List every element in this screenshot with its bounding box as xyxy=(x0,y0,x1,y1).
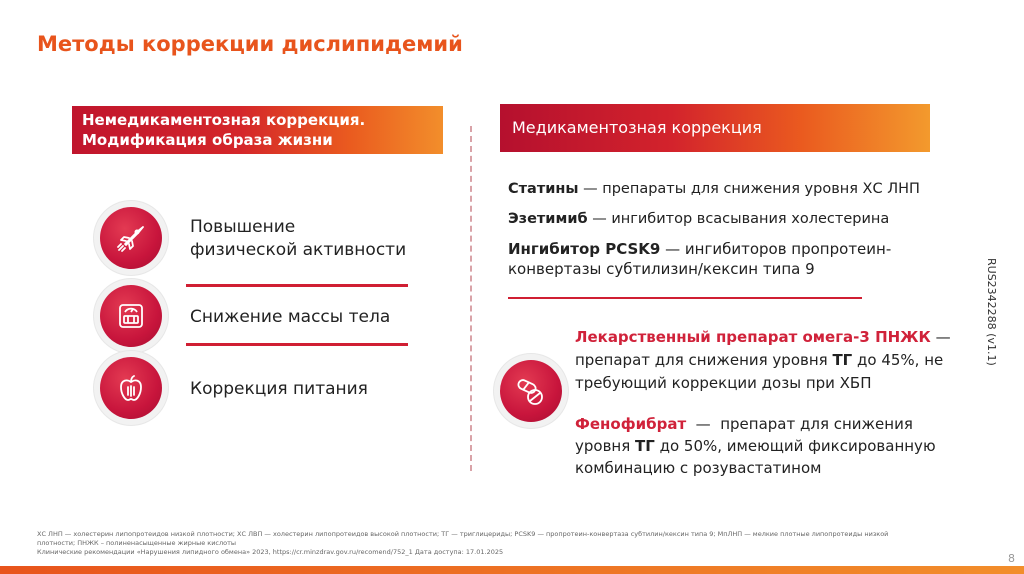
ezetimibe-item xyxy=(508,209,889,229)
separator-line xyxy=(508,297,862,299)
drug-name: Статины xyxy=(508,181,579,197)
vertical-divider xyxy=(470,126,472,471)
drug-desc: — ингибитор всасывания холестерина xyxy=(587,211,890,227)
text: комбинацию с розувастатином xyxy=(575,459,822,477)
dash: — xyxy=(930,328,951,346)
fenofibrate-name: Фенофибрат xyxy=(575,415,687,433)
drug-desc-line2: конвертазы субтилизин/кексин типа 9 xyxy=(508,260,815,278)
rocket-icon xyxy=(100,207,162,269)
omega3-name: Лекарственный препарат омега-3 ПНЖК xyxy=(575,328,931,346)
pcsk9-item xyxy=(508,239,891,279)
drug-name: Эзетимиб xyxy=(508,211,588,227)
item-line: физической активности xyxy=(190,240,407,260)
text: препарат для снижения уровня xyxy=(575,351,833,369)
footnote-line: Клинические рекомендации «Нарушения липидного обмена» 2023, https://cr.minzdrav.gov.ru/recomend/752_1 Дата доступа: 17.01.2025 xyxy=(37,548,504,556)
drug-correction-header: Медикаментозная коррекция xyxy=(500,104,930,152)
fenofibrate-item xyxy=(575,413,936,479)
statins-item xyxy=(508,179,920,199)
text: требующий коррекции дозы при ХБП xyxy=(575,374,872,392)
physical-activity-text xyxy=(190,216,406,262)
separator-line xyxy=(186,343,408,346)
text: до 50%, имеющий фиксированную xyxy=(654,437,936,455)
page-number: 8 xyxy=(1008,552,1015,565)
header-line-2: Модификация образа жизни xyxy=(82,131,333,149)
footnote-line: плотности; ПНЖК – полиненасыщенные жирные кислоты xyxy=(37,539,237,547)
header-line-1: Немедикаментозная коррекция. xyxy=(82,111,366,129)
item-line: Повышение xyxy=(190,217,296,237)
omega3-item xyxy=(575,326,951,395)
footnotes xyxy=(37,530,888,557)
separator-line xyxy=(186,284,408,287)
non-drug-correction-header xyxy=(72,106,443,154)
text: — препарат для снижения xyxy=(686,415,913,433)
drug-desc: — препараты для снижения уровня ХС ЛНП xyxy=(578,181,920,197)
page-title: Методы коррекции дислипидемий xyxy=(37,32,463,56)
text: уровня xyxy=(575,437,636,455)
apple-icon xyxy=(100,357,162,419)
pills-icon xyxy=(500,360,562,422)
document-code: RUS2342288 (v1.1) xyxy=(985,258,998,366)
footnote-line: ХС ЛНП — холестерин липопротеидов низкой плотности; ХС ЛВП — холестерин липопротеидов высокой плотности; ТГ — триглицериды; PCSK9 — пропротеин-конвертаза субтилин/кексин типа 9; МпЛНП — мелкие плотные липопротеиды низкой xyxy=(37,530,889,538)
text: до 45%, не xyxy=(852,351,944,369)
tg-label: ТГ xyxy=(635,437,655,455)
scale-icon xyxy=(100,285,162,347)
bottom-accent-bar xyxy=(0,566,1024,574)
drug-name: Ингибитор PCSK9 xyxy=(508,240,661,258)
tg-label: ТГ xyxy=(832,351,853,369)
drug-desc: — ингибиторов пропротеин- xyxy=(660,240,892,258)
weight-loss-text: Снижение массы тела xyxy=(190,307,391,327)
nutrition-text: Коррекция питания xyxy=(190,379,368,399)
